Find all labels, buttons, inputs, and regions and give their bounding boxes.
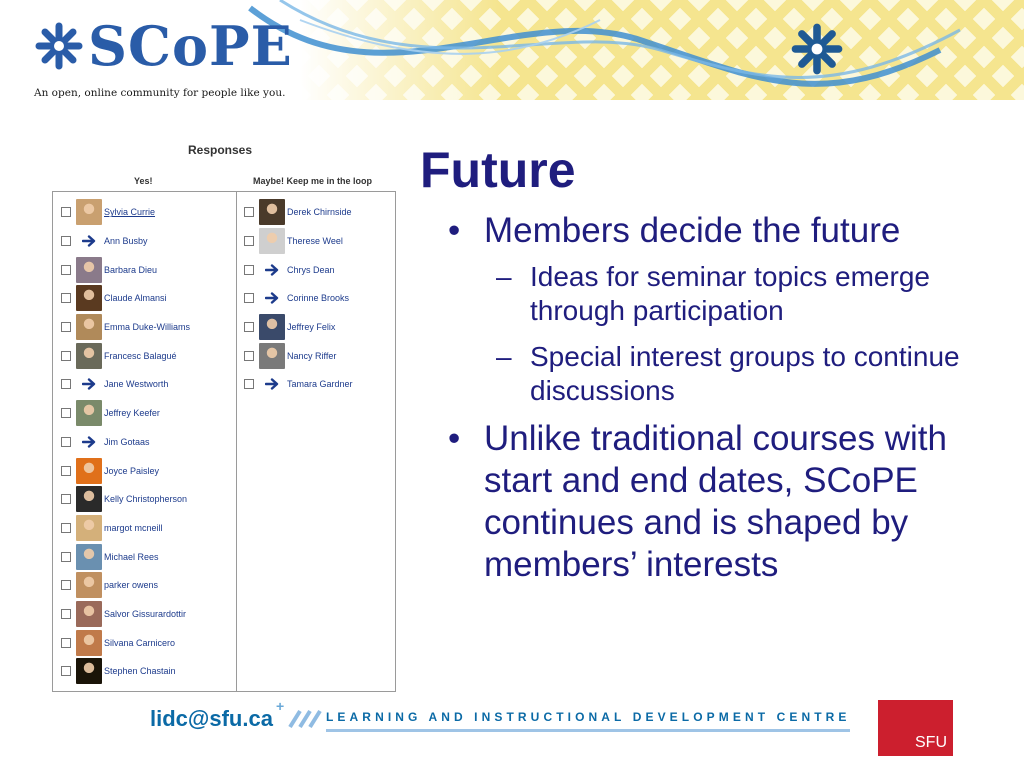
member-name-link[interactable]: Tamara Gardner — [287, 379, 353, 390]
member-name-link[interactable]: Barbara Dieu — [104, 264, 158, 275]
slide-content — [448, 210, 1008, 586]
arrow-right-icon — [76, 371, 102, 397]
avatar[interactable] — [76, 630, 102, 656]
slide-title: Future — [420, 142, 576, 198]
footer-plus: + — [276, 698, 285, 714]
member-name-link[interactable]: Joyce Paisley — [104, 465, 160, 476]
response-row — [244, 341, 353, 370]
arrow-right-icon — [76, 429, 102, 455]
asterisk-star-icon — [34, 21, 84, 71]
avatar[interactable] — [76, 343, 102, 369]
select-checkbox[interactable] — [61, 236, 71, 246]
bullet-text: Members decide the future — [484, 211, 901, 250]
response-row — [244, 255, 353, 284]
column-divider — [236, 192, 237, 691]
avatar[interactable] — [76, 515, 102, 541]
arrow-right-icon — [259, 371, 285, 397]
avatar[interactable] — [76, 257, 102, 283]
sub-bullet-marker: – — [496, 261, 512, 292]
select-checkbox[interactable] — [61, 265, 71, 275]
arrow-right-icon — [76, 228, 102, 254]
member-name-link[interactable]: Salvor Gissurardottir — [104, 608, 187, 619]
bullet-item — [448, 210, 1008, 252]
select-checkbox[interactable] — [61, 666, 71, 676]
arrow-right-icon — [259, 285, 285, 311]
bullet-marker: • — [448, 211, 461, 250]
member-name-link[interactable]: Stephen Chastain — [104, 666, 176, 677]
select-checkbox[interactable] — [61, 580, 71, 590]
slash-decoration-icon — [286, 709, 322, 729]
select-checkbox[interactable] — [244, 236, 254, 246]
arrow-right-icon — [259, 257, 285, 283]
scope-logo[interactable] — [34, 16, 293, 76]
responses-panel — [52, 191, 396, 692]
footer-rule — [326, 729, 850, 732]
member-name-link[interactable]: Ann Busby — [104, 236, 148, 247]
member-name-link[interactable]: parker owens — [104, 580, 159, 591]
member-name-link[interactable]: Kelly Christopherson — [104, 494, 188, 505]
response-row — [244, 313, 353, 342]
member-name-link[interactable]: Claude Almansi — [104, 293, 167, 304]
select-checkbox[interactable] — [244, 351, 254, 361]
member-name-link[interactable]: Jeffrey Keefer — [104, 408, 160, 419]
maybe-column-header: Maybe! Keep me in the loop — [253, 176, 373, 186]
avatar[interactable] — [259, 228, 285, 254]
response-row — [61, 514, 190, 543]
sub-bullet-text: Ideas for seminar topics emerge through participation — [530, 261, 930, 326]
footer-centre-name: LEARNING AND INSTRUCTIONAL DEVELOPMENT CENTRE — [326, 710, 851, 724]
sub-bullet-text: Special interest groups to continue discussions — [530, 341, 960, 406]
response-row — [244, 370, 353, 399]
member-name-link[interactable]: Jeffrey Felix — [287, 322, 336, 333]
avatar[interactable] — [76, 400, 102, 426]
sfu-logo[interactable] — [878, 700, 953, 756]
avatar[interactable] — [76, 458, 102, 484]
response-row — [244, 284, 353, 313]
avatar[interactable] — [76, 314, 102, 340]
responses-title: Responses — [188, 143, 253, 157]
select-checkbox[interactable] — [61, 293, 71, 303]
member-name-link[interactable]: Emma Duke-Williams — [104, 322, 191, 333]
member-name-link[interactable]: Nancy Riffer — [287, 350, 337, 361]
sub-bullet-item — [448, 340, 1008, 408]
response-row — [61, 370, 190, 399]
select-checkbox[interactable] — [244, 322, 254, 332]
response-row — [61, 428, 190, 457]
avatar[interactable] — [76, 285, 102, 311]
logo-text: SCoPE — [88, 14, 293, 78]
member-name-link[interactable]: Chrys Dean — [287, 264, 335, 275]
response-row — [244, 227, 353, 256]
response-row — [61, 600, 190, 629]
select-checkbox[interactable] — [61, 207, 71, 217]
bullet-marker: • — [448, 419, 461, 458]
member-name-link[interactable]: Sylvia Currie — [104, 207, 156, 218]
select-checkbox[interactable] — [61, 466, 71, 476]
avatar[interactable] — [259, 343, 285, 369]
member-name-link[interactable]: Michael Rees — [104, 551, 159, 562]
yes-column — [61, 198, 190, 686]
yes-column-header: Yes! — [134, 176, 153, 186]
maybe-column — [244, 198, 353, 399]
member-name-link[interactable]: margot mcneill — [104, 522, 163, 533]
select-checkbox[interactable] — [61, 379, 71, 389]
response-row — [61, 571, 190, 600]
footer-email-link[interactable]: lidc@sfu.ca — [150, 706, 273, 731]
sfu-logo-text: SFU — [915, 734, 947, 751]
select-checkbox[interactable] — [244, 293, 254, 303]
select-checkbox[interactable] — [61, 351, 71, 361]
member-name-link[interactable]: Silvana Carnicero — [104, 637, 176, 648]
select-checkbox[interactable] — [61, 609, 71, 619]
select-checkbox[interactable] — [61, 523, 71, 533]
member-name-link[interactable]: Francesc Balagué — [104, 350, 177, 361]
sub-bullet-marker: – — [496, 341, 512, 372]
avatar[interactable] — [76, 658, 102, 684]
member-name-link[interactable]: Corinne Brooks — [287, 293, 350, 304]
response-row — [61, 341, 190, 370]
response-row — [61, 313, 190, 342]
header-banner — [0, 0, 1024, 108]
bullet-text: Unlike traditional courses with start and end dates, SCoPE continues and is shaped by members’ interests — [484, 419, 947, 584]
member-name-link[interactable]: Jane Westworth — [104, 379, 169, 390]
response-row — [61, 657, 190, 686]
bullet-item — [448, 418, 1008, 586]
select-checkbox[interactable] — [61, 494, 71, 504]
avatar[interactable] — [76, 572, 102, 598]
member-name-link[interactable]: Derek Chirnside — [287, 207, 352, 218]
response-row — [61, 227, 190, 256]
select-checkbox[interactable] — [244, 379, 254, 389]
select-checkbox[interactable] — [244, 265, 254, 275]
select-checkbox[interactable] — [244, 207, 254, 217]
response-row — [61, 198, 190, 227]
response-row — [61, 456, 190, 485]
tagline: An open, online community for people like you. — [34, 87, 286, 99]
avatar[interactable] — [76, 199, 102, 225]
response-row — [61, 399, 190, 428]
select-checkbox[interactable] — [61, 408, 71, 418]
response-row — [61, 485, 190, 514]
avatar[interactable] — [76, 486, 102, 512]
response-row — [244, 198, 353, 227]
select-checkbox[interactable] — [61, 437, 71, 447]
asterisk-star-icon — [790, 22, 844, 76]
avatar[interactable] — [259, 314, 285, 340]
response-row — [61, 542, 190, 571]
avatar[interactable] — [76, 601, 102, 627]
response-row — [61, 284, 190, 313]
select-checkbox[interactable] — [61, 322, 71, 332]
member-name-link[interactable]: Jim Gotaas — [104, 436, 150, 447]
sub-bullet-item — [448, 260, 1008, 328]
select-checkbox[interactable] — [61, 552, 71, 562]
select-checkbox[interactable] — [61, 638, 71, 648]
response-row — [61, 628, 190, 657]
avatar[interactable] — [259, 199, 285, 225]
response-row — [61, 255, 190, 284]
member-name-link[interactable]: Therese Weel — [287, 236, 343, 247]
avatar[interactable] — [76, 544, 102, 570]
